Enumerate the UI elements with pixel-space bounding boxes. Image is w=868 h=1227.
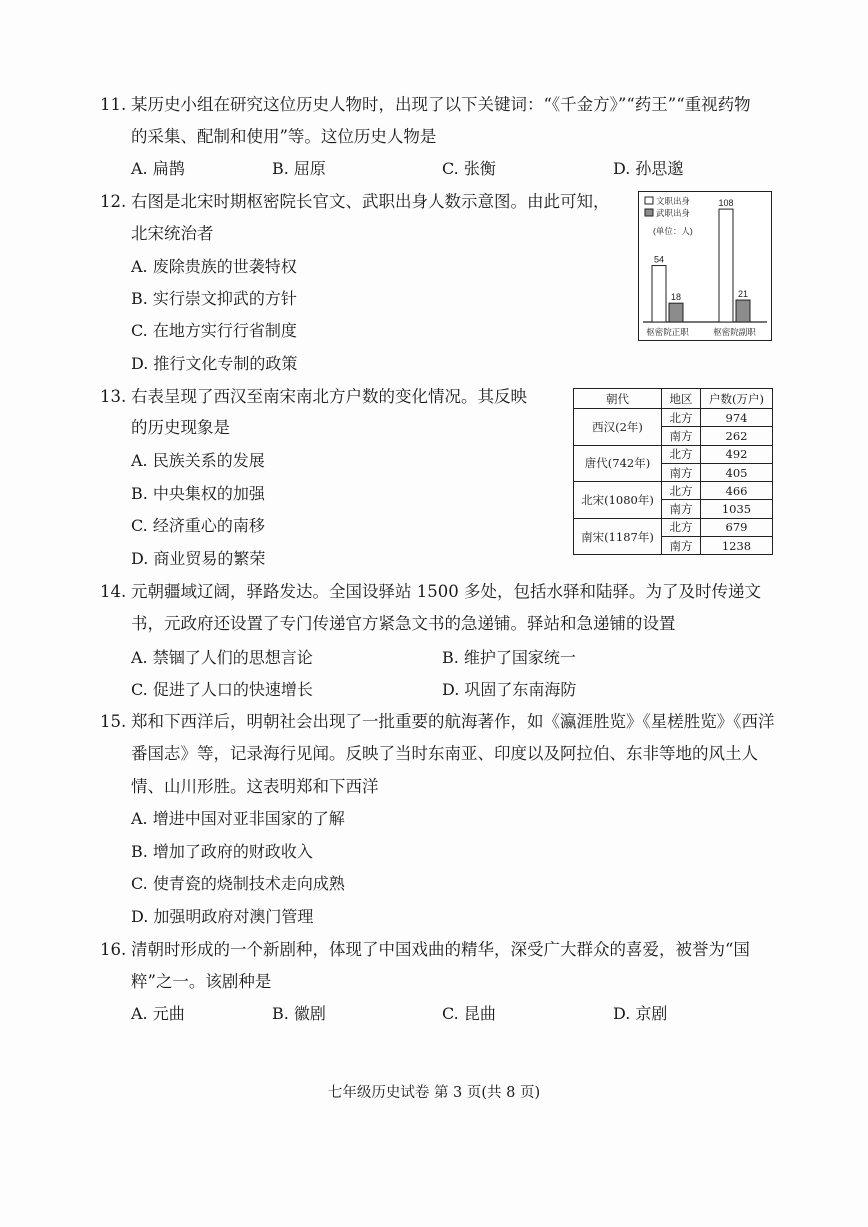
q12-option-b: B. 实行崇文抑武的方针 [131,289,297,308]
q15-stem-line2: 番国志》等，记录海行见闻。反映了当时东南亚、印度以及阿拉伯、东非等地的风土人 [131,744,758,763]
q14-option-c: C. 促进了人口的快速增长 [131,680,313,699]
table-cell-region: 南方 [662,500,701,518]
q11-stem-line2: 的采集、配制和使用”等。这位历史人物是 [131,127,437,146]
q15-stem-line3: 情、山川形胜。这表明郑和下西洋 [131,777,379,796]
q13-option-b: B. 中央集权的加强 [131,484,265,503]
table-cell-value: 1035 [701,500,773,518]
table-cell-dynasty: 唐代(742年) [574,445,662,482]
table-cell-dynasty: 南宋(1187年) [574,518,662,555]
q14-stem-line1: 元朝疆域辽阔，驿路发达。全国设驿站 1500 多处，包括水驿和陆驿。为了及时传递文 [131,582,761,601]
q13-number: 13. [100,387,127,406]
table-cell-value: 262 [701,427,773,445]
q12-option-d: D. 推行文化专制的政策 [131,354,298,373]
table-cell-dynasty: 西汉(2年) [574,409,662,446]
q16-option-b: B. 徽剧 [272,1004,326,1023]
table-header-row [574,389,773,409]
chart-svg [639,192,771,340]
q16-number: 16. [100,940,127,959]
bar [736,300,750,322]
q15-option-a: A. 增进中国对亚非国家的了解 [131,809,345,828]
table-cell-dynasty: 北宋(1080年) [574,482,662,519]
legend-swatch [645,197,653,204]
q11-option-a: A. 扁鹊 [131,159,185,178]
q12-number: 12. [100,192,127,211]
table-header-region: 地区 [662,389,701,409]
q14-stem-line2: 书，元政府还设置了专门传递官方紧急文书的急递铺。驿站和急递铺的设置 [131,614,676,633]
q15-stem-line1: 郑和下西洋后，明朝社会出现了一批重要的航海著作，如《瀛涯胜览》《星槎胜览》《西洋 [131,712,775,731]
q16-stem-line2: 粹”之一。该剧种是 [131,972,272,991]
q14-option-d: D. 巩固了东南海防 [442,680,577,699]
q14-option-b: B. 维护了国家统一 [442,648,576,667]
q15-option-b: B. 增加了政府的财政收入 [131,842,313,861]
q14-number: 14. [100,582,127,601]
table-header-dynasty: 朝代 [574,389,662,409]
q11-number: 11. [100,95,127,114]
q16-stem-line1: 清朝时形成的一个新剧种，体现了中国戏曲的精华，深受广大群众的喜爱，被誉为“国 [131,940,750,959]
bar-value-label: 108 [718,198,734,209]
q15-option-c: C. 使青瓷的烧制技术走向成熟 [131,874,345,893]
q13-option-a: A. 民族关系的发展 [131,451,265,470]
q13-option-d: D. 商业贸易的繁荣 [131,549,266,568]
q11-option-b: B. 屈原 [272,159,326,178]
table-row [574,518,773,536]
table-header-households: 户数(万户) [701,389,773,409]
table-cell-region: 北方 [662,409,701,427]
q12-stem-line1: 右图是北宋时期枢密院长官文、武职出身人数示意图。由此可知， [131,192,610,211]
table-cell-region: 南方 [662,537,701,555]
q11-stem-line1: 某历史小组在研究这位历史人物时，出现了以下关键词：“《千金方》”“药王”“重视药物 [131,95,751,114]
table-cell-value: 1238 [701,537,773,555]
table-cell-value: 492 [701,445,773,463]
q16-option-d: D. 京剧 [613,1004,668,1023]
legend-label: 文职出身 [656,196,691,206]
bar-value-label: 21 [737,289,749,300]
table-cell-value: 974 [701,409,773,427]
page-footer: 七年级历史试卷 第 3 页(共 8 页) [327,1085,541,1101]
chart-unit-note: (单位：人) [653,226,693,236]
q15-option-d: D. 加强明政府对澳门管理 [131,907,314,926]
q16-option-a: A. 元曲 [131,1004,185,1023]
q13-stem-line2: 的历史现象是 [131,418,230,437]
table-row [574,445,773,463]
q13-stem-line1: 右表呈现了西汉至南宋南北方户数的变化情况。其反映 [131,387,527,406]
legend-label: 武职出身 [656,208,691,218]
bar [652,266,666,322]
q14-option-a: A. 禁锢了人们的思想言论 [131,648,313,667]
q11-option-c: C. 张衡 [442,159,496,178]
table-cell-region: 北方 [662,518,701,536]
q12-stem-line2: 北宋统治者 [131,224,214,243]
table-row [574,409,773,427]
table-row [574,482,773,500]
bar [669,303,683,322]
q15-number: 15. [100,712,127,731]
q13-option-c: C. 经济重心的南移 [131,516,265,535]
table-cell-region: 南方 [662,463,701,481]
x-tick-label: 枢密院正职 [646,327,689,337]
q16-option-c: C. 昆曲 [442,1004,496,1023]
bar [719,209,733,322]
bar-value-label: 18 [670,292,682,303]
bar-value-label: 54 [653,254,665,265]
q12-option-c: C. 在地方实行行省制度 [131,321,297,340]
table-cell-region: 北方 [662,445,701,463]
x-tick-label: 枢密院副职 [713,327,756,337]
table-cell-region: 北方 [662,482,701,500]
households-table [573,388,773,555]
legend-swatch [645,209,653,216]
q12-option-a: A. 废除贵族的世袭特权 [131,257,297,276]
table-cell-value: 679 [701,518,773,536]
officials-bar-chart [638,191,772,341]
table-cell-value: 466 [701,482,773,500]
q11-option-d: D. 孙思邈 [613,159,684,178]
table-cell-region: 南方 [662,427,701,445]
table-cell-value: 405 [701,463,773,481]
